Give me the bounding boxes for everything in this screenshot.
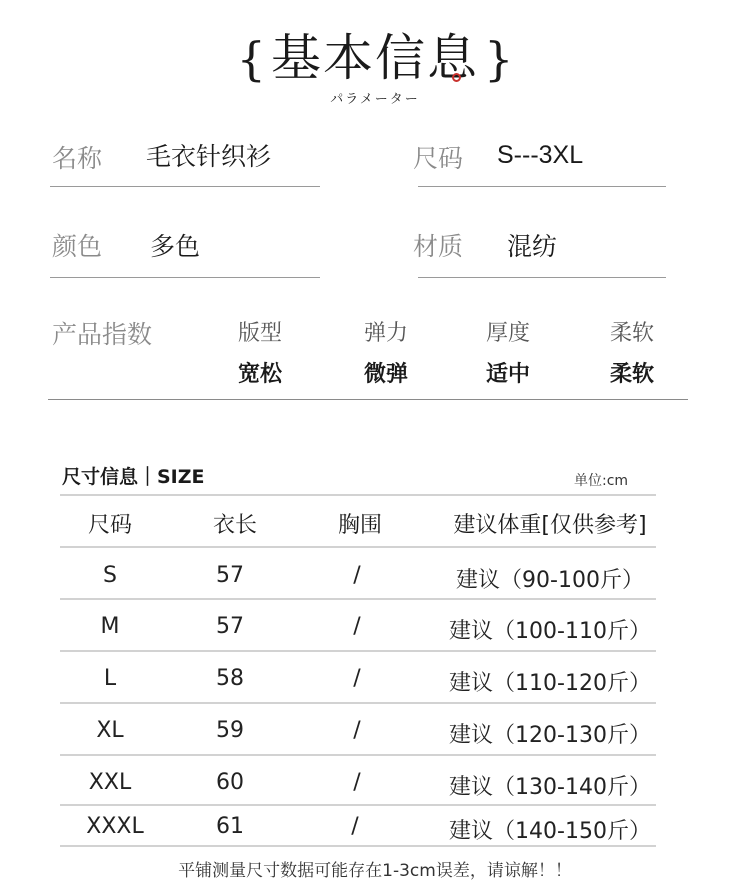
table-cell-weight: 建议（140-150斤）: [449, 819, 651, 844]
table-cell-chest: /: [353, 563, 361, 588]
table-cell-chest: /: [351, 814, 359, 839]
index-header-thickness: 厚度: [485, 321, 530, 346]
table-cell-weight: 建议（120-130斤）: [449, 723, 651, 748]
size-divider: [418, 186, 666, 187]
size-label: 尺码: [413, 144, 464, 173]
material-label: 材质: [413, 232, 464, 261]
name-divider: [50, 186, 320, 187]
table-cell-size: XXL: [88, 770, 132, 795]
table-header-weight: 建议体重[仅供参考]: [453, 513, 647, 538]
table-cell-length: 57: [216, 614, 244, 639]
table-line: [60, 650, 656, 652]
color-value: 多色: [150, 232, 201, 261]
index-divider: [48, 399, 688, 400]
table-line: [60, 546, 656, 548]
index-header-elasticity: 弹力: [363, 321, 408, 346]
material-divider: [418, 277, 666, 278]
table-header-size: 尺码: [87, 513, 132, 538]
product-index-label: 产品指数: [52, 320, 153, 349]
material-value: 混纺: [507, 232, 558, 261]
footer-note: 平铺测量尺寸数据可能存在1-3cm误差，请谅解！！: [178, 861, 572, 881]
color-divider: [50, 277, 320, 278]
table-line: [60, 598, 656, 600]
size-table-title: 尺寸信息｜SIZE: [62, 466, 205, 488]
table-line: [60, 754, 656, 756]
table-cell-chest: /: [353, 666, 361, 691]
index-header-fit: 版型: [237, 321, 282, 346]
table-cell-length: 60: [216, 770, 244, 795]
table-cell-size: S: [103, 563, 117, 588]
page-subtitle: パラメーター: [330, 92, 420, 107]
table-cell-weight: 建议（90-100斤）: [456, 568, 644, 593]
red-circle-accent: [452, 73, 461, 82]
name-label: 名称: [52, 144, 103, 173]
table-cell-size: L: [103, 666, 117, 691]
table-cell-size: XXXL: [86, 814, 144, 839]
table-cell-weight: 建议（100-110斤）: [449, 619, 651, 644]
table-cell-length: 59: [216, 718, 244, 743]
table-cell-weight: 建议（110-120斤）: [449, 671, 651, 696]
table-top-line: [60, 494, 656, 496]
name-value: 毛衣针织衫: [146, 142, 272, 171]
table-cell-length: 58: [216, 666, 244, 691]
table-header-length: 衣长: [212, 513, 257, 538]
table-cell-length: 61: [216, 814, 244, 839]
index-header-softness: 柔软: [609, 321, 654, 346]
table-cell-size: XL: [96, 718, 124, 743]
page-title-text: 基本信息: [271, 29, 479, 87]
table-cell-chest: /: [353, 770, 361, 795]
table-line: [60, 804, 656, 806]
table-cell-size: M: [100, 614, 120, 639]
index-value-elasticity: 微弹: [363, 362, 408, 387]
table-bottom-line: [60, 845, 656, 847]
table-cell-chest: /: [353, 718, 361, 743]
table-line: [60, 702, 656, 704]
page-title: [271, 28, 479, 88]
right-brace: }: [484, 32, 514, 86]
table-cell-chest: /: [353, 614, 361, 639]
color-label: 颜色: [52, 232, 103, 261]
size-value: S---3XL: [497, 141, 584, 169]
table-cell-length: 57: [216, 563, 244, 588]
table-cell-weight: 建议（130-140斤）: [449, 775, 651, 800]
table-header-chest: 胸围: [337, 513, 382, 538]
left-brace: {: [236, 32, 266, 86]
index-value-fit: 宽松: [237, 362, 282, 387]
index-value-thickness: 适中: [485, 362, 530, 387]
unit-label: 单位:cm: [574, 473, 629, 489]
page-header: [0, 28, 750, 88]
index-value-softness: 柔软: [609, 362, 654, 387]
